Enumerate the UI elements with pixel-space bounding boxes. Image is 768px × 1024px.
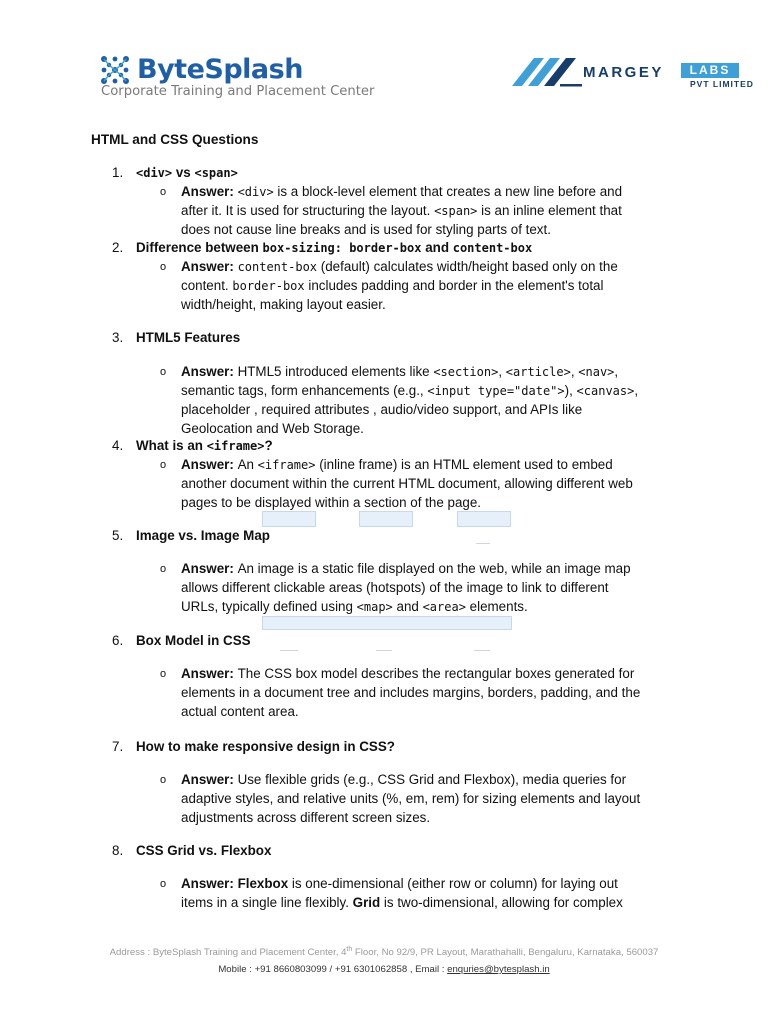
question-text: [136, 438, 273, 453]
question-text: [136, 240, 532, 255]
text-run: (default) calculates width/height based only on the: [317, 259, 618, 274]
inline-code: <area>: [422, 600, 466, 614]
bullet-icon: o: [160, 366, 167, 378]
text-run: vs: [172, 165, 195, 180]
artifact-box: [262, 616, 512, 630]
text-run: elements.: [465, 599, 528, 614]
answer-text: [181, 875, 671, 894]
text-run: is two-dimensional, allowing for complex: [380, 895, 623, 910]
question-text: [136, 739, 395, 754]
artifact-line: [476, 543, 490, 544]
artifact-line: [474, 650, 490, 651]
artifact-box: [359, 511, 413, 527]
text-run: (inline frame) is an HTML element used to embed: [315, 457, 613, 472]
section-title: HTML and CSS Questions: [91, 132, 259, 147]
text-run: does not cause line breaks and is used for styling parts of text.: [181, 222, 551, 237]
answer-text: [181, 420, 671, 439]
footer-contact: [0, 964, 768, 975]
inline-code: box-sizing: border-box: [262, 241, 422, 255]
inline-code: content-box: [237, 260, 318, 274]
text-run: ?: [264, 438, 273, 453]
question-8: [112, 842, 271, 861]
question-4: [112, 437, 273, 456]
bold-text: Grid: [352, 895, 381, 910]
inline-code: content-box: [452, 241, 533, 255]
answer-text: [181, 771, 671, 790]
inline-code: <div>: [136, 166, 173, 180]
question-number: 2.: [112, 240, 124, 255]
text-run: another document within the current HTML document, allowing different web: [181, 476, 633, 491]
artifact-line: [280, 650, 298, 651]
answer-label: Answer:: [181, 364, 238, 379]
inline-code: <nav>: [578, 365, 615, 379]
text-run: placeholder , required attributes , audio/video support, and APIs like: [181, 402, 583, 417]
answer-text: [181, 684, 671, 703]
inline-code: <map>: [356, 600, 393, 614]
question-text: [136, 843, 271, 858]
question-2: [112, 239, 532, 258]
answer-label: Answer:: [181, 561, 238, 576]
question-text: [136, 633, 251, 648]
bullet-icon: o: [160, 186, 167, 198]
question-1: [112, 164, 238, 183]
inline-code: <iframe>: [206, 439, 265, 453]
text-run: is one-dimensional (either row or column) for laying out: [288, 876, 618, 891]
bullet-icon: o: [160, 563, 167, 575]
bullet-icon: o: [160, 261, 167, 273]
text-run: ,: [614, 364, 619, 379]
bold-text: Flexbox: [237, 876, 289, 891]
partner-badge: LABS: [681, 63, 739, 78]
text-run: after it. It is used for structuring the layout.: [181, 203, 435, 218]
inline-code: border-box: [232, 279, 305, 293]
text-run: Difference between: [136, 240, 263, 255]
text-run: allows different clickable areas (hotspots) of the image to link to different: [181, 580, 609, 595]
text-run: and: [421, 240, 453, 255]
answer-label: Answer:: [181, 184, 238, 199]
bullet-icon: o: [160, 878, 167, 890]
footer-address-sup: th: [346, 946, 353, 953]
answer-text: [181, 456, 671, 475]
answer-text: [181, 560, 671, 579]
inline-code: <iframe>: [257, 458, 316, 472]
bullet-icon: o: [160, 459, 167, 471]
text-run: How to make responsive design in CSS?: [136, 739, 395, 754]
text-run: items in a single line flexibly.: [181, 895, 353, 910]
answer-text: [181, 202, 671, 221]
answer-text: [181, 598, 671, 617]
text-run: ,: [570, 364, 579, 379]
question-number: 8.: [112, 843, 124, 858]
text-run: Geolocation and Web Storage.: [181, 421, 364, 436]
text-run: ,: [498, 364, 506, 379]
artifact-box: [262, 511, 316, 527]
text-run: is an inline element that: [477, 203, 622, 218]
text-run: ,: [634, 383, 639, 398]
question-5: [112, 527, 270, 546]
question-number: 6.: [112, 633, 124, 648]
footer-address-post: Floor, No 92/9, PR Layout, Marathahalli, Bengaluru, Karnataka, 560037: [352, 947, 659, 959]
answer-text: [181, 809, 671, 828]
answer-text: [181, 221, 671, 240]
answer-text: [181, 494, 671, 513]
question-text: [136, 165, 238, 180]
brand-tagline: Corporate Training and Placement Center: [101, 84, 375, 99]
bullet-icon: o: [160, 668, 167, 680]
footer-email-link[interactable]: enquries@bytesplash.in: [447, 964, 550, 975]
answer-text: [181, 579, 671, 598]
text-run: ),: [564, 383, 577, 398]
footer-address: [0, 946, 768, 958]
text-run: The CSS box model describes the rectangular boxes generated for: [237, 666, 635, 681]
text-run: adaptive styles, and relative units (%, em, rem) for sizing elements and layout: [181, 791, 641, 806]
text-run: actual content area.: [181, 704, 299, 719]
artifact-line: [376, 650, 392, 651]
answer-text: [181, 296, 671, 315]
question-text: [136, 330, 240, 345]
answer-text: [181, 277, 671, 296]
text-run: semantic tags, form enhancements (e.g.,: [181, 383, 428, 398]
answer-text: [181, 401, 671, 420]
text-run: pages to be displayed within a section of the page.: [181, 495, 482, 510]
answer-text: [181, 183, 671, 202]
footer-address-pre: Address : ByteSplash Training and Placement Center, 4: [109, 947, 347, 959]
footer-mobile: Mobile : +91 8660803099 / +91 6301062858 , Email :: [218, 964, 448, 975]
partner-name: MARGEY: [583, 64, 664, 81]
text-run: includes padding and border in the element's total: [304, 278, 604, 293]
text-run: Image vs. Image Map: [136, 528, 270, 543]
text-run: is a block-level element that creates a new line before and: [273, 184, 623, 199]
answer-label: Answer:: [181, 772, 238, 787]
text-run: CSS Grid vs. Flexbox: [136, 843, 272, 858]
question-6: [112, 632, 251, 651]
text-run: What is an: [136, 438, 207, 453]
inline-code: <canvas>: [576, 384, 635, 398]
inline-code: <span>: [434, 204, 478, 218]
inline-code: <input type="date">: [427, 384, 565, 398]
artifact-box: [457, 511, 511, 527]
question-text: [136, 528, 270, 543]
question-number: 1.: [112, 165, 124, 180]
answer-text: [181, 475, 671, 494]
text-run: and: [392, 599, 423, 614]
answer-label: Answer:: [181, 457, 238, 472]
brand-name-part1: Byte: [137, 54, 205, 85]
answer-text: [181, 790, 671, 809]
inline-code: <span>: [194, 166, 238, 180]
answer-text: [181, 363, 671, 382]
answer-label: Answer:: [181, 259, 238, 274]
bytesplash-logo-mark-icon: [99, 54, 131, 86]
bytesplash-logo: [99, 52, 303, 88]
answer-text: [181, 894, 671, 913]
question-3: [112, 329, 240, 348]
answer-text: [181, 382, 671, 401]
inline-code: <section>: [433, 365, 499, 379]
brand-name-part2: Splash: [204, 54, 303, 85]
question-number: 4.: [112, 438, 124, 453]
answer-text: [181, 258, 671, 277]
text-run: An image is a static file displayed on the web, while an image map: [237, 561, 631, 576]
question-number: 5.: [112, 528, 124, 543]
text-run: Use flexible grids (e.g., CSS Grid and Flexbox), media queries for: [237, 772, 627, 787]
question-number: 7.: [112, 739, 124, 754]
brand-name: [137, 55, 303, 85]
bullet-icon: o: [160, 774, 167, 786]
text-run: content.: [181, 278, 233, 293]
question-number: 3.: [112, 330, 124, 345]
answer-label: Answer:: [181, 666, 238, 681]
text-run: URLs, typically defined using: [181, 599, 357, 614]
inline-code: <article>: [505, 365, 571, 379]
text-run: adjustments across different screen sizes.: [181, 810, 431, 825]
text-run: width/height, making layout easier.: [181, 297, 386, 312]
text-run: An: [237, 457, 258, 472]
partner-subtitle: PVT LIMITED: [690, 79, 754, 89]
question-7: [112, 738, 395, 757]
text-run: HTML5 introduced elements like: [237, 364, 434, 379]
answer-label: Answer:: [181, 876, 238, 891]
text-run: HTML5 Features: [136, 330, 241, 345]
answer-text: [181, 665, 671, 684]
text-run: elements in a document tree and includes margins, borders, padding, and the: [181, 685, 641, 700]
answer-text: [181, 703, 671, 722]
text-run: Box Model in CSS: [136, 633, 251, 648]
inline-code: <div>: [237, 185, 274, 199]
